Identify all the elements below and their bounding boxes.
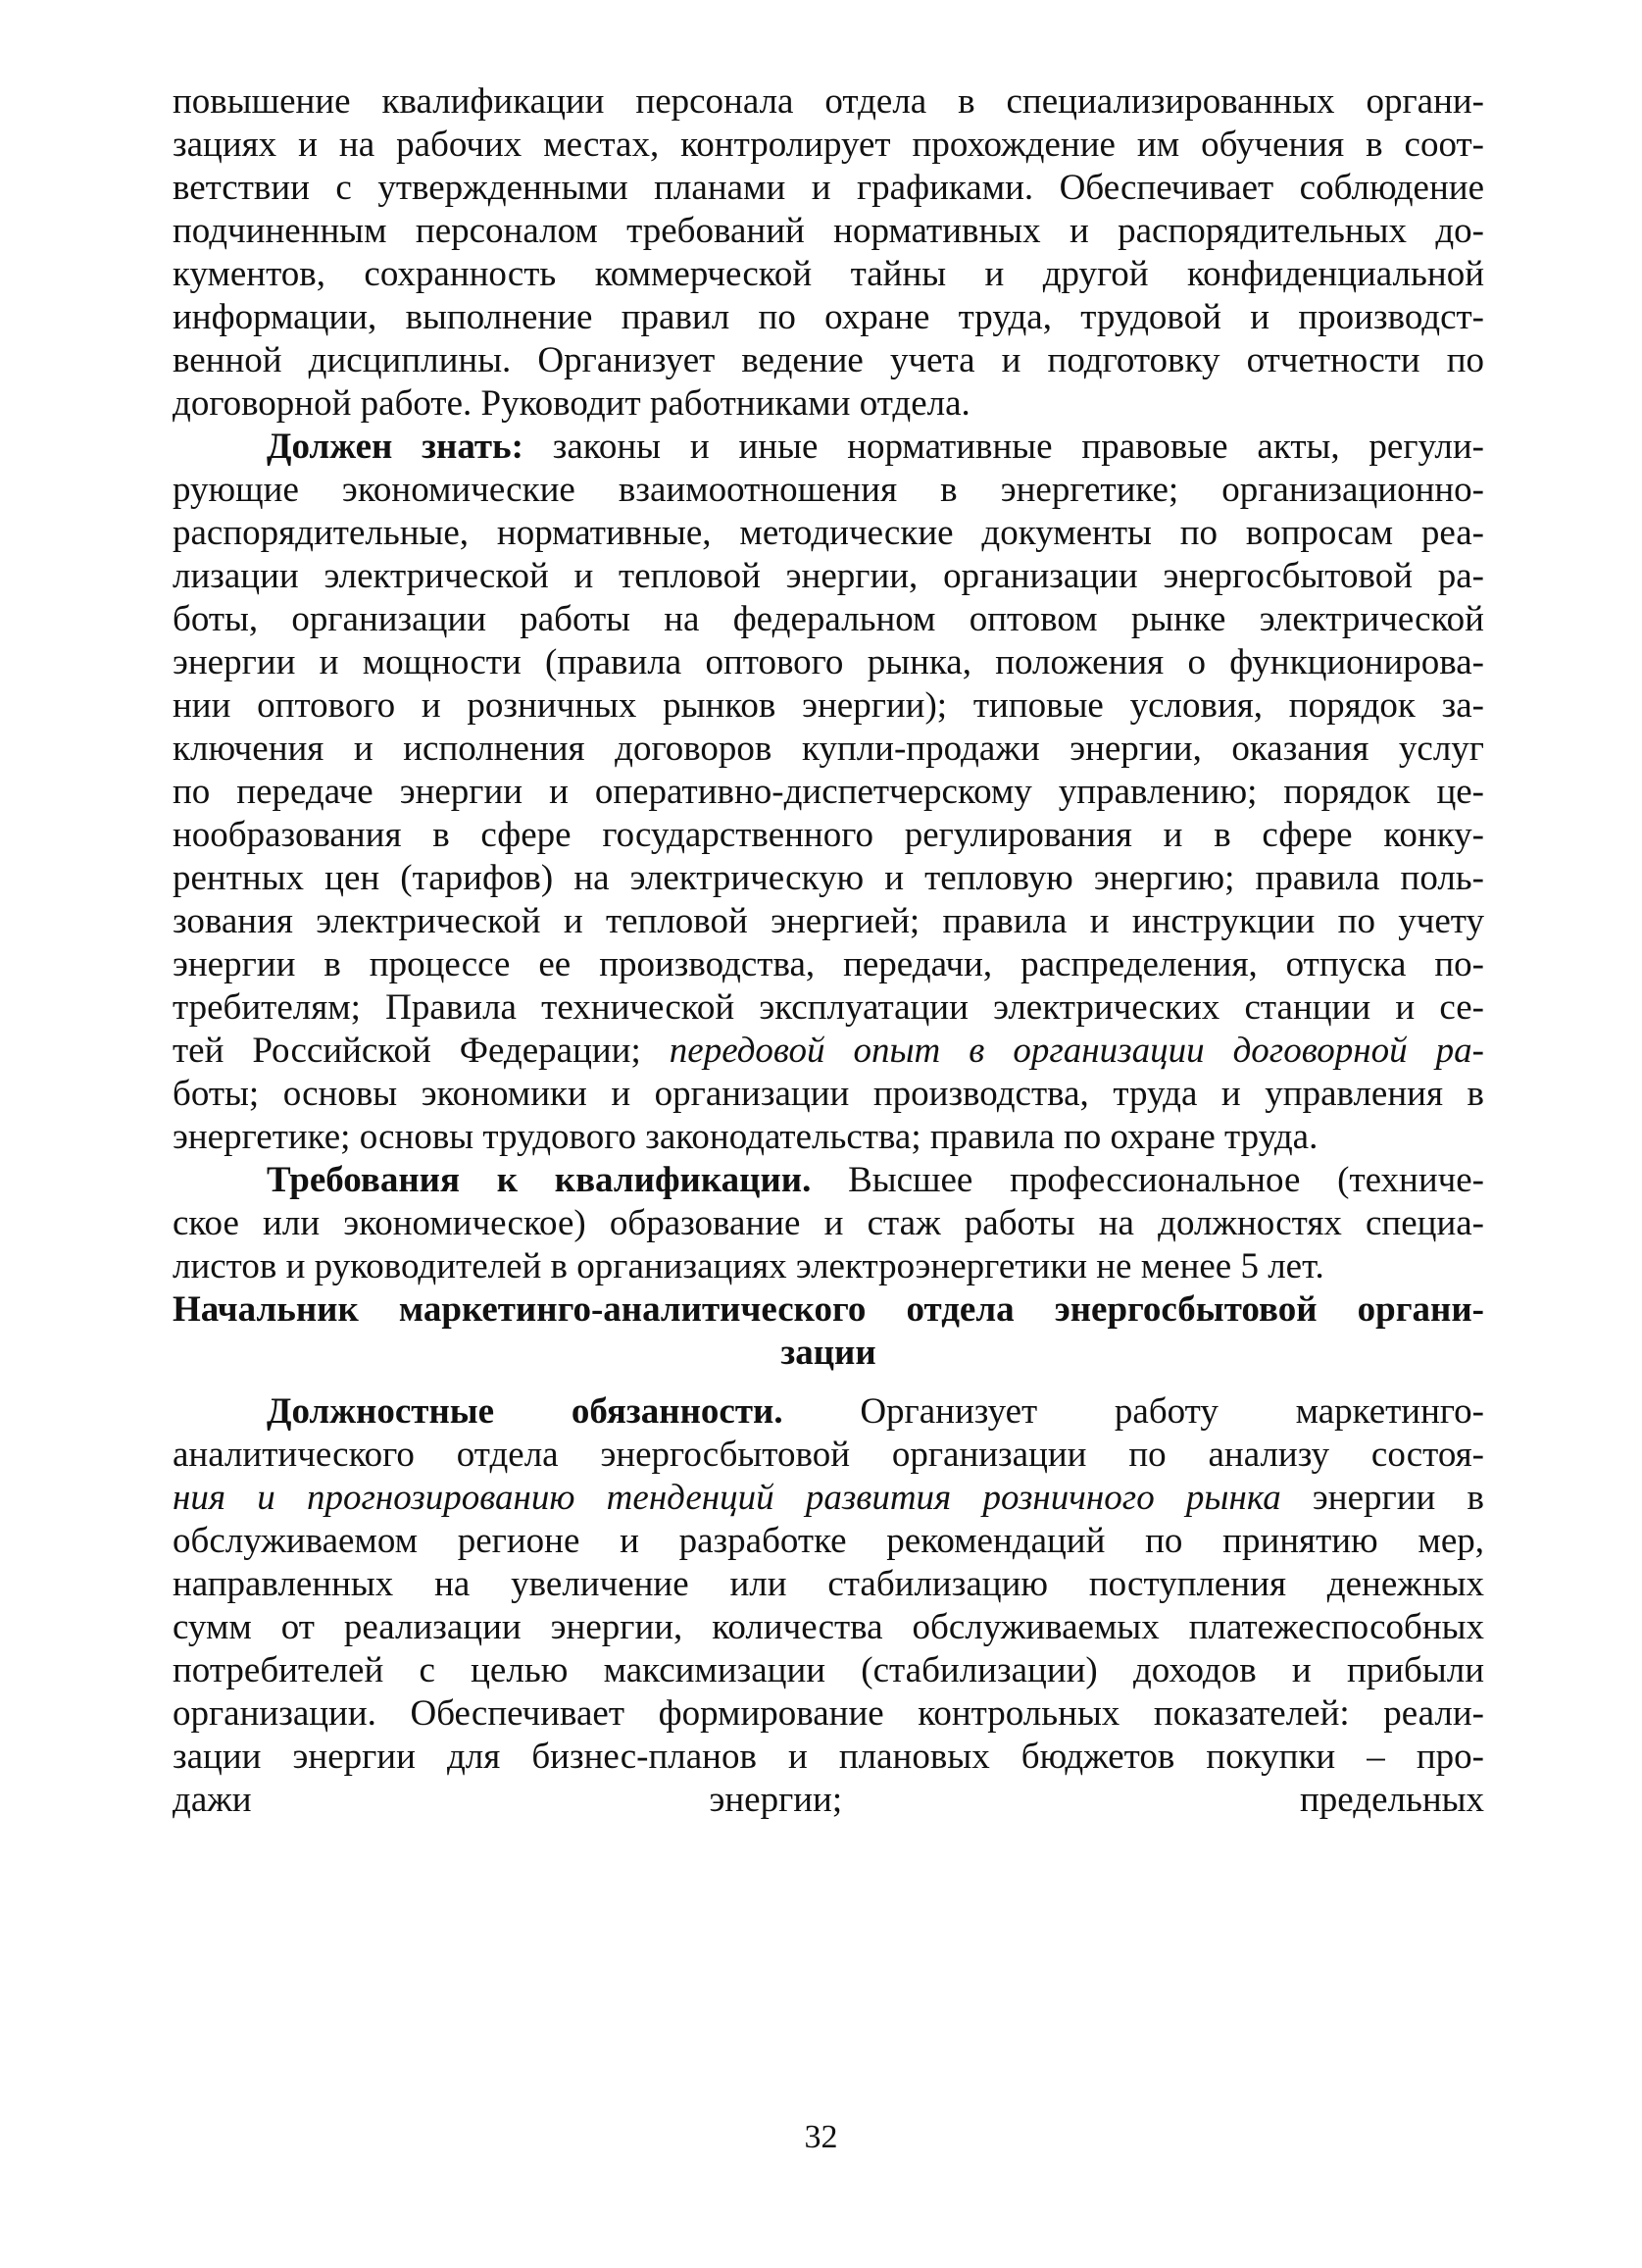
text-line: дажи энергии; предельных: [173, 1780, 1484, 1820]
text-line: обслуживаемом регионе и разработке рекомендаций по принятию мер,: [173, 1521, 1484, 1561]
text-line: повышение квалификации персонала отдела в специализированных органи-: [173, 81, 1484, 122]
paragraph-first-line: [267, 426, 1484, 469]
text-line: подчиненным персоналом требований нормативных и распорядительных до-: [173, 211, 1484, 251]
text-line: энергии и мощности (правила оптового рынка, положения о функционирова-: [173, 642, 1484, 682]
text-line: требителям; Правила технической эксплуатации электрических станции и се-: [173, 987, 1484, 1028]
text-span: тей Российской Федерации;: [173, 1031, 670, 1071]
text-line: нии оптового и розничных рынков энергии); типовые условия, порядок за-: [173, 685, 1484, 726]
text-line: венной дисциплины. Организует ведение учета и подготовку отчетности по: [173, 340, 1484, 380]
text-span: Организует работу маркетинго-: [782, 1391, 1484, 1432]
text-line: рентных цен (тарифов) на электрическую и тепловую энергию; правила поль-: [173, 858, 1484, 898]
page-number: 32: [804, 2119, 838, 2155]
paragraph-lead: Должен знать:: [267, 427, 523, 467]
section-heading-continuation: зации: [780, 1333, 876, 1373]
italic-span: передовой опыт в организации договорной ра-: [669, 1031, 1484, 1071]
text-line: сумм от реализации энергии, количества обслуживаемых платежеспособных: [173, 1607, 1484, 1647]
text-line: боты, организации работы на федеральном оптовом рынке электрической: [173, 599, 1484, 639]
paragraph-lead: Требования к квалификации.: [267, 1160, 812, 1200]
text-line: ское или экономическое) образование и стаж работы на должностях специа-: [173, 1203, 1484, 1243]
text-line: зациях и на рабочих местах, контролирует прохождение им обучения в соот-: [173, 125, 1484, 165]
text-line: лизации электрической и тепловой энергии, организации энергосбытовой ра-: [173, 556, 1484, 596]
text-line: энергии в процессе ее производства, передачи, распределения, отпуска по-: [173, 944, 1484, 984]
text-line: организации. Обеспечивает формирование контрольных показателей: реали-: [173, 1693, 1484, 1734]
text-line: нообразования в сфере государственного регулирования и в сфере конку-: [173, 815, 1484, 855]
text-line: ключения и исполнения договоров купли-продажи энергии, оказания услуг: [173, 729, 1484, 769]
text-line: информации, выполнение правил по охране труда, трудовой и производст-: [173, 297, 1484, 337]
text-line: [173, 1477, 1484, 1520]
paragraph-first-line: [267, 1390, 1484, 1434]
text-line: энергетике; основы трудового законодательства; правила по охране труда.: [173, 1117, 1319, 1157]
text-line: потребителей с целью максимизации (стабилизации) доходов и прибыли: [173, 1650, 1484, 1690]
section-heading: Начальник маркетинго-аналитического отдела энергосбытовой органи-: [173, 1289, 1484, 1330]
text-line: ветствии с утвержденными планами и графиками. Обеспечивает соблюдение: [173, 168, 1484, 208]
text-line: аналитического отдела энергосбытовой организации по анализу состоя-: [173, 1435, 1484, 1475]
italic-span: ния и прогнозированию тенденций развития розничного рынка: [173, 1478, 1281, 1518]
text-line: направленных на увеличение или стабилизацию поступления денежных: [173, 1564, 1484, 1604]
text-line: зования электрической и тепловой энергией; правила и инструкции по учету: [173, 901, 1484, 941]
text-line: кументов, сохранность коммерческой тайны и другой конфиденциальной: [173, 254, 1484, 294]
text-span: законы и иные нормативные правовые акты, регули-: [522, 427, 1484, 467]
text-line: боты; основы экономики и организации производства, труда и управления в: [173, 1074, 1484, 1114]
text-line: зации энергии для бизнес-планов и плановых бюджетов покупки – про-: [173, 1737, 1484, 1777]
text-span: Высшее профессиональное (техниче-: [811, 1160, 1484, 1200]
text-line: [173, 1030, 1484, 1073]
text-span: энергии в: [1280, 1478, 1484, 1518]
text-line: договорной работе. Руководит работниками отдела.: [173, 383, 970, 424]
paragraph-first-line: [267, 1159, 1484, 1202]
text-line: рующие экономические взаимоотношения в энергетике; организационно-: [173, 470, 1484, 510]
text-line: по передаче энергии и оперативно-диспетчерскому управлению; порядок це-: [173, 772, 1484, 812]
text-line: распорядительные, нормативные, методические документы по вопросам реа-: [173, 513, 1484, 553]
text-line: листов и руководителей в организациях электроэнергетики не менее 5 лет.: [173, 1246, 1324, 1286]
paragraph-lead: Должностные обязанности.: [267, 1391, 783, 1432]
